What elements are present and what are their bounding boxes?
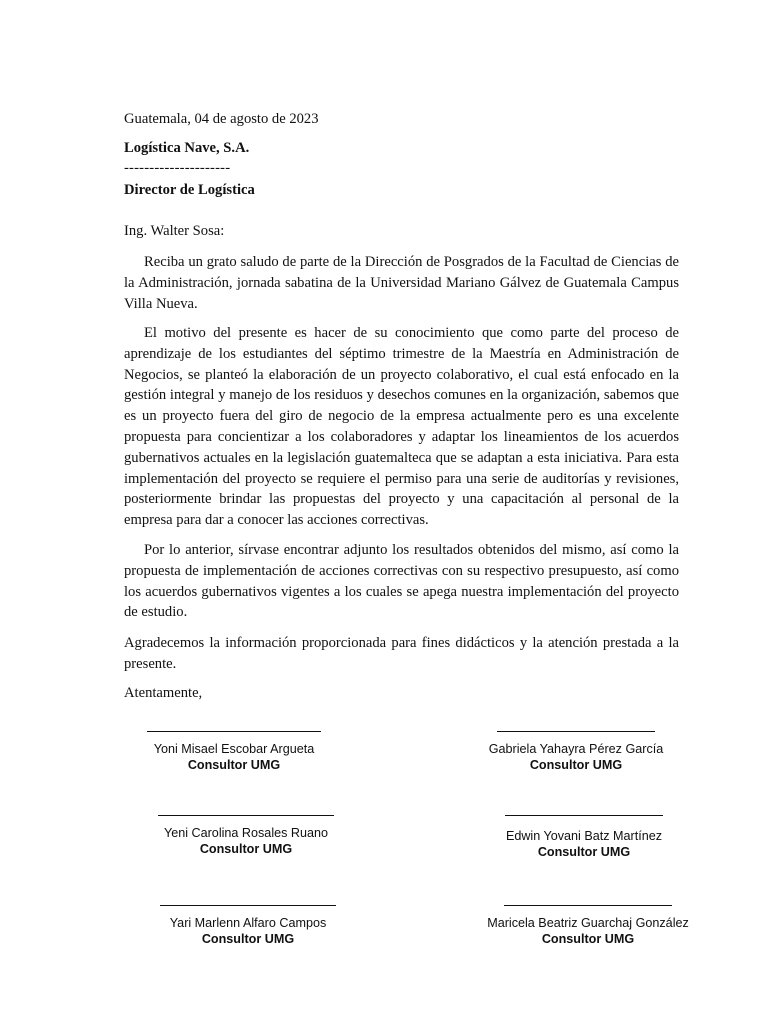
signature-line	[505, 815, 663, 816]
signature-line	[158, 815, 334, 816]
signer-name: Yeni Carolina Rosales Ruano	[163, 826, 329, 840]
recipient-title: Director de Logística	[124, 182, 255, 198]
signature-line	[160, 905, 336, 906]
signature-line	[147, 731, 321, 732]
paragraph-4: Agradecemos la información proporcionada para fines didácticos y la atención prestada a la presente.	[124, 635, 679, 672]
paragraph-2: El motivo del presente es hacer de su conocimiento que como parte del proceso de aprendizaje de los estudiantes del séptimo trimestre de la Maestría en Administración de Negocios, se planteó la elaboración de un proyecto colaborativo, el cual está enfocado en la gestión integral y manejo de los residuos y desechos comunes en la organización, sabemos que es un proyecto fuera del giro de negocio de la empresa actualmente pero es una excelente propuesta para concientizar a los colaboradores y adaptar los lineamientos de los acuerdos gubernativos actuales en la legislación guatemalteca que se adaptan a esta iniciativa. Para esta implementación del proyecto se requiere el permiso para una serie de auditorías y revisiones, posteriormente brindar las propuestas del proyecto y una capacitación al personal de la empresa para dar a conocer las acciones correctivas.	[124, 325, 679, 529]
signer-role: Consultor UMG	[541, 932, 635, 946]
company-name: Logística Nave, S.A.	[124, 140, 250, 156]
signer-role: Consultor UMG	[537, 845, 631, 859]
signature-block-6	[478, 905, 698, 947]
signer-role: Consultor UMG	[199, 842, 293, 856]
signer-name: Maricela Beatriz Guarchaj González	[487, 916, 689, 930]
signer-role: Consultor UMG	[529, 758, 623, 772]
signer-role: Consultor UMG	[187, 758, 281, 772]
signature-block-1	[134, 731, 334, 773]
paragraph-3: Por lo anterior, sírvase encontrar adjunto los resultados obtenidos del mismo, así como la propuesta de implementación de acciones correctivas con su respectivo presupuesto, así como los acuerdos gubernativos vigentes a los cuales se apega nuestra implementación del proyecto de estudio.	[124, 542, 679, 621]
signature-line	[497, 731, 655, 732]
signature-block-4	[484, 815, 684, 860]
closing: Atentamente,	[124, 685, 203, 701]
signature-block-3	[146, 815, 346, 857]
signer-role: Consultor UMG	[201, 932, 295, 946]
letter-date: Guatemala, 04 de agosto de 2023	[124, 111, 319, 127]
salutation: Ing. Walter Sosa:	[124, 223, 225, 239]
paragraph-1: Reciba un grato saludo de parte de la Dirección de Posgrados de la Facultad de Ciencias de la Administración, jornada sabatina de la Universidad Mariano Gálvez de Guatemala Campus Villa Nueva.	[124, 254, 679, 312]
dash-separator: ---------------------	[124, 160, 231, 176]
signature-block-5	[148, 905, 348, 947]
signature-block-2	[476, 731, 676, 773]
signature-line	[504, 905, 672, 906]
signer-name: Yoni Misael Escobar Argueta	[153, 742, 315, 756]
signer-name: Gabriela Yahayra Pérez García	[488, 742, 664, 756]
signer-name: Edwin Yovani Batz Martínez	[505, 829, 663, 843]
signer-name: Yari Marlenn Alfaro Campos	[169, 916, 327, 930]
